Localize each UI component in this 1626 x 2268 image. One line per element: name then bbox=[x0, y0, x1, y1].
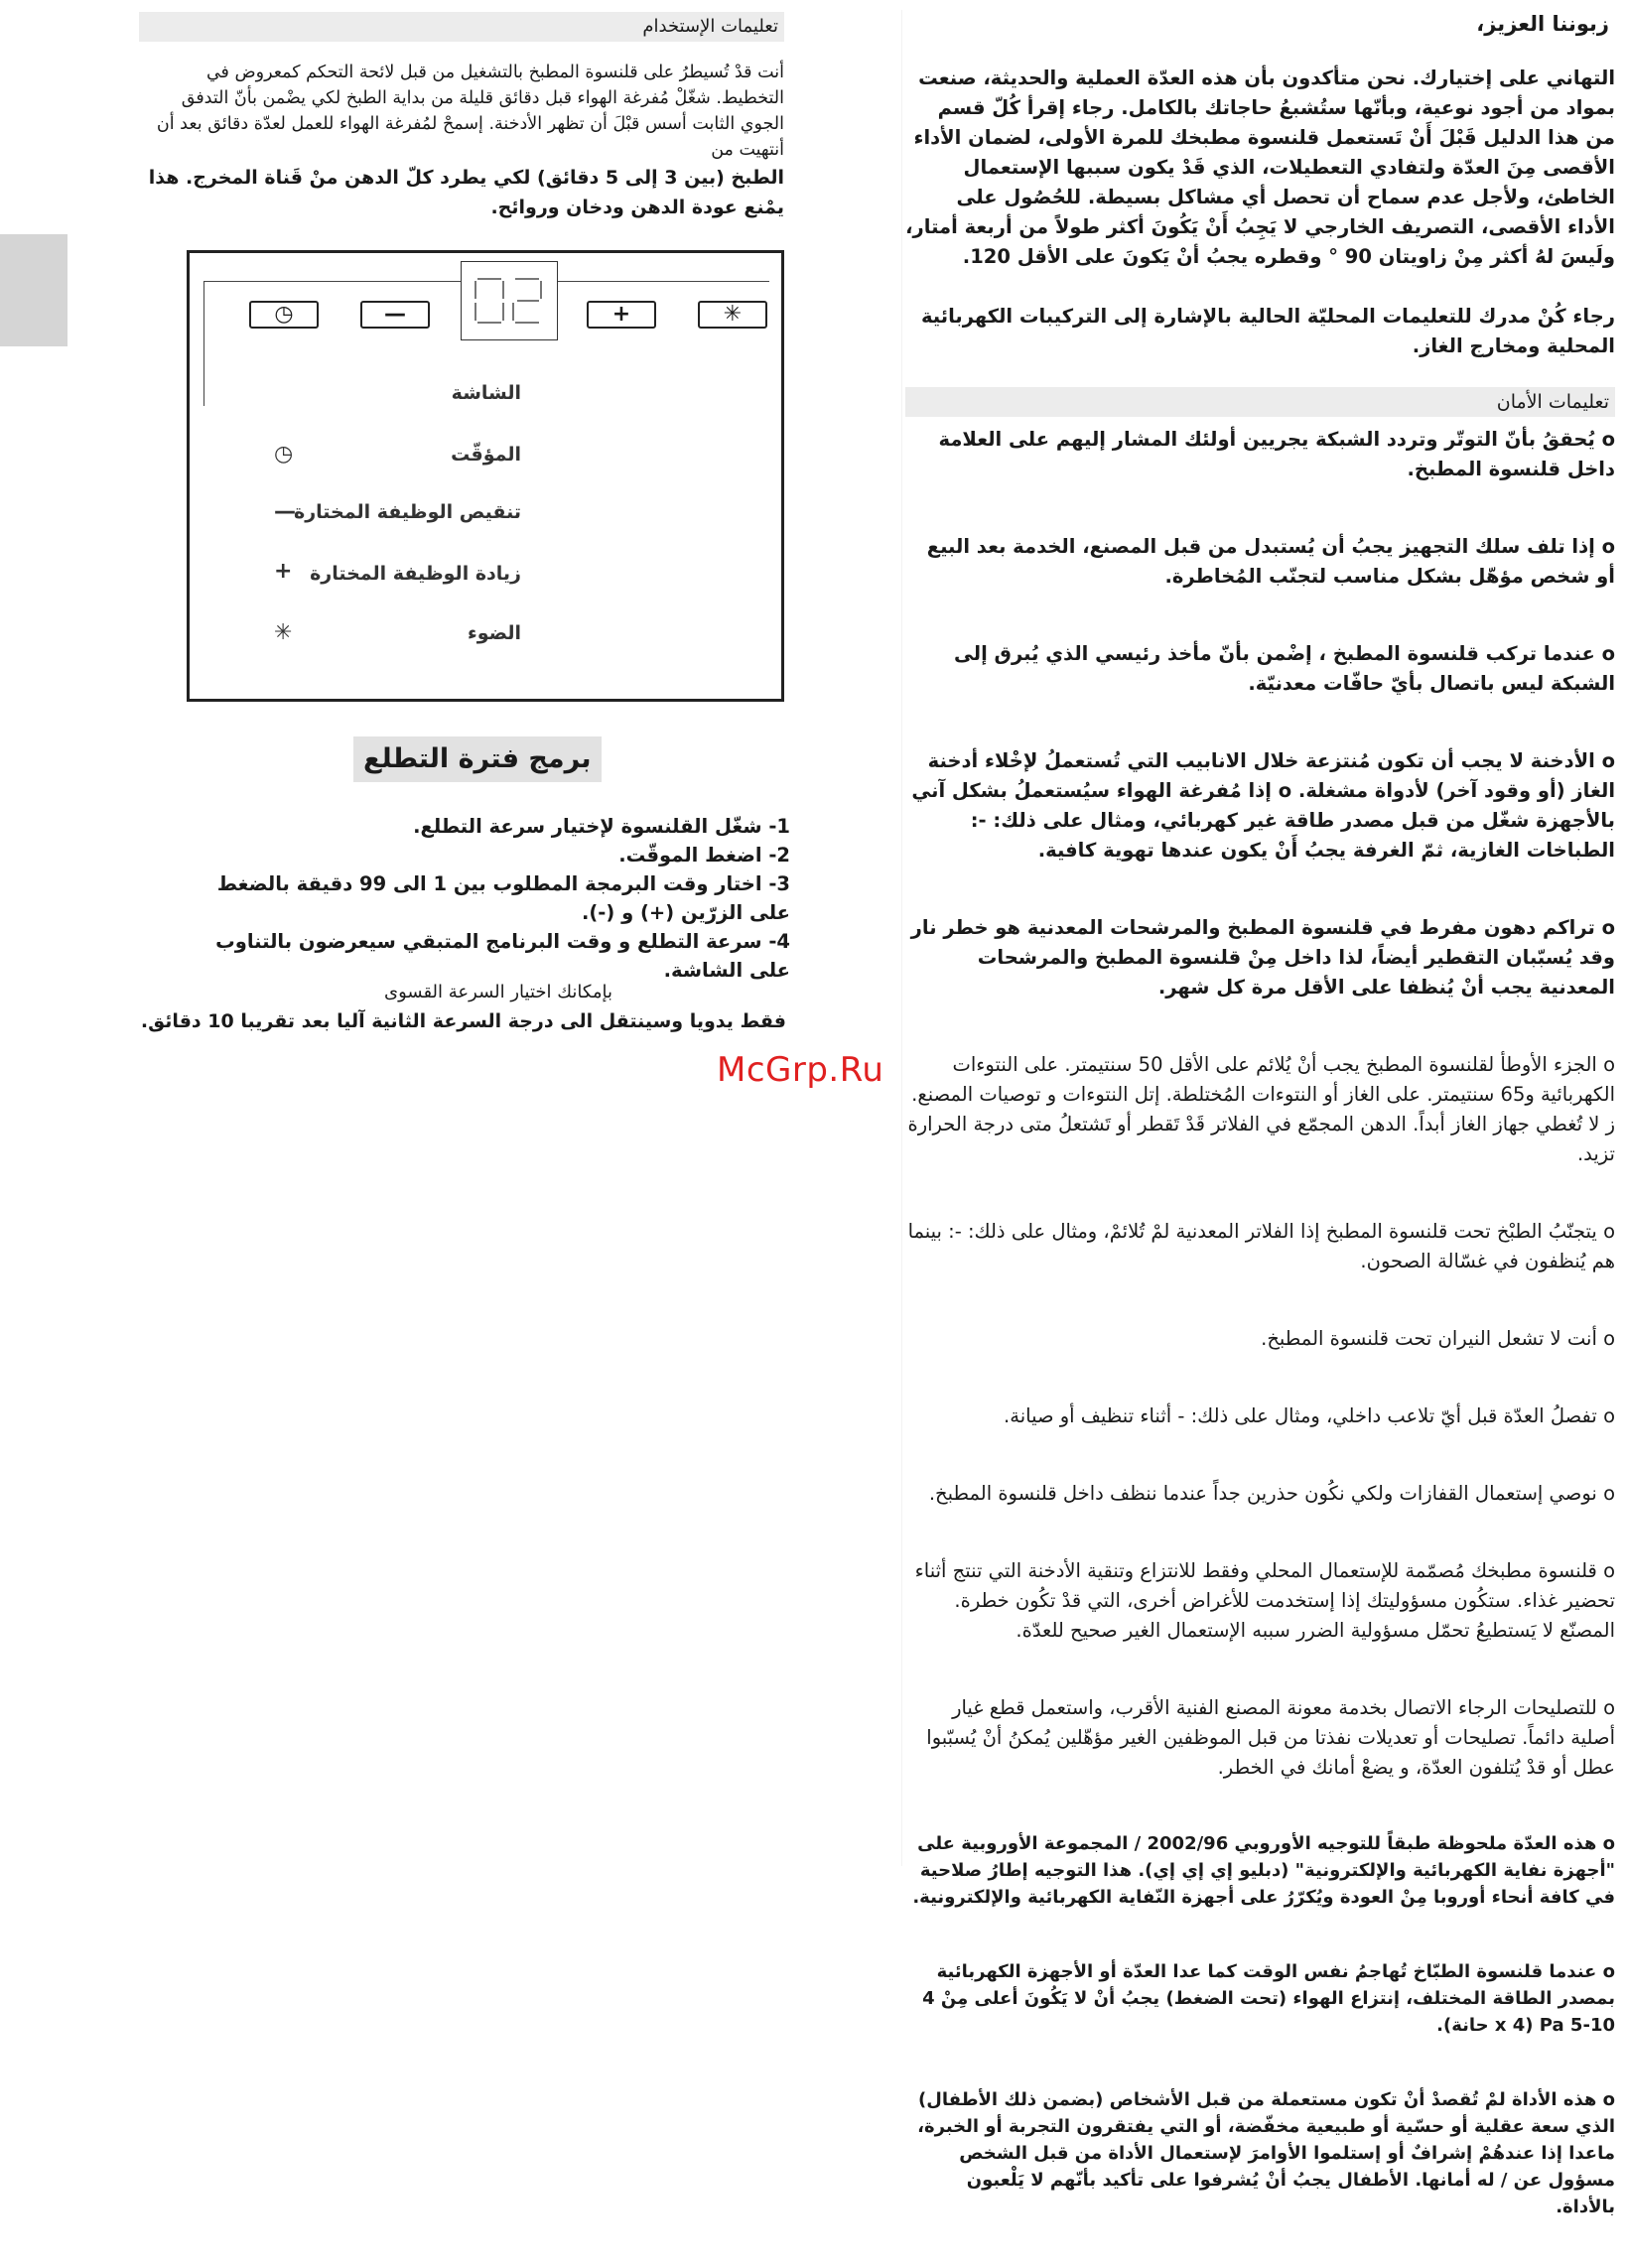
legend-light-icon: ✳ bbox=[274, 620, 293, 645]
column-divider bbox=[901, 10, 902, 1866]
local-rules-paragraph: رجاء كُنْ مدرك للتعليمات المحليّة الحالية بالإشارة إلى التركيبات الكهربائية المحلية ومخارج الغاز. bbox=[920, 305, 1615, 357]
safety-heading: تعليمات الأمان bbox=[905, 387, 1615, 417]
safety-item: o نوصي إستعمال القفازات ولكي نكُون حذرين جداً عندما ننظف داخل قلنسوة المطبخ. bbox=[928, 1482, 1615, 1505]
safety-item: o هذه العدّة ملحوظة طبقاً للتوجيه الأوروبي 2002/96 / المجموعة الأوروبية على "أجهزة نفاية الكهربائية والإلكترونية" (دبليو إي إي إي). هذا التوجيه إطارُ صلاحية في كافة أنحاء أوروبا مِنْ العودة ويُكرّرُ على أجهزة النّفاية الكهربائية والإلكترونية. bbox=[912, 1833, 1615, 1908]
safety-item: o تفصلُ العدّة قبل أيّ تلاعب داخلي، ومثال على ذلك: - أثناء تنظيف أو صيانة. bbox=[1004, 1404, 1615, 1427]
legend-minus-icon: — bbox=[274, 499, 296, 524]
program-title: برمج فترة التطلع bbox=[353, 736, 602, 782]
safety-item: o الجزء الأوطأ لقلنسوة المطبخ يجب أنْ يُلائم على الأقل 50 سنتيمتر. على النتوءات الكهربائية و65 سنتيمتر. على الغاز أو النتوءات المُختلطة. إتل النتوءات و توصيات المصنع. ز لا تُغطي جهاز الغاز أبداً. الدهن المجمّع في الفلاتر قَدْ تَقطر أو تَشتعلُ متى درجة الحرارة تزيد. bbox=[907, 1053, 1615, 1165]
safety-item: o عندما تركب قلنسوة المطبخ ، إضْمن بأنّ مأخذ رئيسي الذي يُبرق إلى الشبكة ليس باتصال بأيّ حافّات معدنيّة. bbox=[954, 642, 1615, 695]
program-note bbox=[131, 979, 786, 1036]
usage-heading: تعليمات الإستخدام bbox=[139, 12, 784, 42]
greeting: زبوننا العزيز، bbox=[1476, 12, 1609, 36]
legend-light-label: الضوء bbox=[468, 622, 521, 644]
safety-item: o قلنسوة مطبخك مُصمّمة للإستعمال المحلي وفقط للانتزاع وتنقية الأدخنة التي تنتج أثناء تحضير غذاء. ستكُون مسؤوليتك إذا إستخدمت للأغراض أخرى، التي قدْ تكُون خطرة. المصنّع لا يَستطيعُ تحمّل مسؤولية الضرر سببه الإستعمال الغير صحيح للعدّة. bbox=[914, 1559, 1615, 1642]
watermark: McGrp.Ru bbox=[717, 1050, 884, 1090]
minus-button bbox=[360, 301, 430, 329]
safety-item: o تراكم دهون مفرط في قلنسوة المطبخ والمرشحات المعدنية هو خطر نار وقد يُسبّبان التقطير أيضاً، لذا داخل مِنْ قلنسوة المطبخ والمرشحات المعدنية يجب أنْ يُنظفا على الأقل مرة كل شهر. bbox=[910, 916, 1615, 999]
program-step: 4- سرعة التطلع و وقت البرنامج المتبقي سيعرضون بالتناوب على الشاشة. bbox=[215, 930, 790, 982]
program-note-line1: بإمكانك اختيار السرعة القسوى bbox=[384, 982, 612, 1002]
safety-item: o هذه الأداة لمْ تُقصدْ أنْ تكون مستعملة من قبل الأشخاص (بضمن ذلك الأطفال) الذي سعة عقلية أو حسّية أو طبيعية مخفّضة، أو التي يفتقرون التجربة أو الخبرة، ماعدا إذا عندهُمْ إشرافٌ أو إستلموا الأوامرَ لإستعمال الأداة من قبل الشخص مسؤول عن / له أمانها. الأطفال يجبُ أنْ يُشرفوا على تأكيد بأنّهم لا يَلْعبون بالأداة. bbox=[917, 2089, 1615, 2217]
legend-plus-label: زيادة الوظيفة المختارة bbox=[310, 563, 521, 585]
display-label: الشاشة bbox=[451, 382, 521, 404]
safety-item: o يتجنّبُ الطبْخ تحت قلنسوة المطبخ إذا الفلاتر المعدنية لمْ تُلائمْ، ومثال على ذلك: -: بينما هم يُنظفون في غسّالة الصحون. bbox=[907, 1220, 1615, 1272]
program-steps bbox=[195, 812, 790, 985]
minus-icon: — bbox=[384, 302, 406, 327]
program-step: 2- اضغط الموقّت. bbox=[618, 844, 790, 867]
seven-segment-display bbox=[470, 273, 549, 329]
plus-icon: + bbox=[611, 302, 631, 327]
program-note-line2: فقط يدويا وسينتقل الى درجة السرعة الثانية آليا بعد تقريبا 10 دقائق. bbox=[140, 1010, 786, 1032]
program-step: 3- اختار وقت البرمجة المطلوب بين 1 الى 99 دقيقة بالضغط على الزرّين (+) و (-). bbox=[216, 872, 790, 924]
safety-item: o للتصليحات الرجاء الاتصال بخدمة معونة المصنع الفنية الأقرب، واستعمل قطع غيار أصلية دائماً. تصليحات أو تعديلات نفذتا من قبل الموظفين الغير مؤهّلين يُمكنُ أنْ يُسبّبوا عطل أو قدْ يُتلفون العدّة، و يضعْ أمانك في الخطر. bbox=[926, 1696, 1615, 1779]
right-column bbox=[905, 10, 1615, 2268]
safety-item: o إذا تلف سلك التجهيز يجبُ أن يُستبدل من قبل المصنع، الخدمة بعد البيع أو شخص مؤهّل بشكل مناسب لتجنّب المُخاطرة. bbox=[926, 535, 1615, 588]
timer-button bbox=[249, 301, 319, 329]
light-icon: ✳ bbox=[723, 302, 743, 327]
intro-paragraph: التهاني على إختيارك. نحن متأكدون بأن هذه العدّة العملية والحديثة، صنعت بمواد من أجود نوعية، وبأنّها ستُشبعُ حاجاتك بالكامل. رجاء إقرأ كُلّ قسم من هذا الدليل قَبْلَ أَنْ تَستعمل قلنسوة مطبخك للمرة الأولى، لضمان الأداء الأقصى مِنَ العدّة ولتفادي التعطيلات، الذي قَدْ يكون سببها الإستعمال الخاطئ، ولأجل عدم سماح أن تحصل أي مشاكل بسيطة. للحُصُول على الأداء الأقصى، التصريف الخارجي لا يَجِبُ أَنْ يَكُونَ أكثر طولاً من أربعة أمتار، ولَيسَ لهُ أكثر مِنْ زاويتان 90 ° وقطره يجبُ أنْ يَكونَ على الأقل 120. bbox=[905, 67, 1615, 268]
safety-list bbox=[905, 425, 1615, 2220]
light-button bbox=[698, 301, 767, 329]
legend-timer-label: المؤقّت bbox=[451, 444, 521, 466]
usage-text: أنت قدْ تُسيطرُ على قلنسوة المطبخ بالتشغيل من قبل لائحة التحكم كمعروض في التخطيط. شغّلْ مُفرغة الهواء قبل دقائق قليلة من بداية الطبخ لكي يضْمن بأنّ التدفق الجوي الثابت أسس قبْلَ أن تظهر الأدخنة. إسمحْ لمُفرغة الهواء للعمل لعدّة دقائق بعد أن أنتهيت من bbox=[156, 63, 784, 160]
left-column bbox=[139, 12, 784, 222]
display-screen bbox=[461, 261, 558, 340]
control-panel-diagram bbox=[187, 250, 784, 702]
program-step: 1- شغّل القلنسوة لإختيار سرعة التطلع. bbox=[413, 815, 790, 838]
legend-timer-icon: ◷ bbox=[274, 442, 294, 467]
safety-item: o أنت لا تشعل النيران تحت قلنسوة المطبخ. bbox=[1261, 1327, 1615, 1350]
plus-button bbox=[587, 301, 656, 329]
timer-icon: ◷ bbox=[274, 302, 294, 327]
page-tab-marker bbox=[0, 234, 68, 346]
usage-text-bold: الطبخ (بين 3 إلى 5 دقائق) لكي يطرد كلّ الدهن منْ قَناة المخرج. هذا يمْنع عودة الدهن ودخان وروائح. bbox=[148, 167, 784, 218]
safety-item: o الأدخنة لا يجب أن تكون مُنتزعة خلال الانابيب التي تُستعملُ لإخْلاء أدخنة الغاز (أو وقود آخر) لأدواة مشغلة. o إذا مُفرغة الهواء سيُستعملُ بشكل آني بالأجهزة شغّل من قبل مصدر طاقة غير كهربائي، ومثال على ذلك: -: الطباخات الغازية، ثمّ الغرفة يجبُ أَنْ يكون عندها تهوية كافية. bbox=[911, 749, 1615, 862]
safety-item: o عندما قلنسوة الطبّاخ تُهاجمُ نفس الوقت كما عدا العدّة أو الأجهزة الكهربائية بمصدر الطاقة المختلف، إنتزاع الهواء (تحت الضغط) يجبُ أنْ لا يَكُونَ أعلى مِنْ 4 10-5 x 4) Pa حانة). bbox=[922, 1961, 1615, 2036]
safety-item: o يُحققُ بأنّ التوتّر وتردد الشبكة يجريين أولئك المشار إليهم على العلامة داخل قلنسوة المطبخ. bbox=[938, 428, 1615, 480]
usage-paragraph bbox=[139, 60, 784, 222]
legend-plus-icon: + bbox=[274, 559, 293, 584]
legend-minus-label: تنقيص الوظيفة المختارة bbox=[293, 501, 521, 523]
